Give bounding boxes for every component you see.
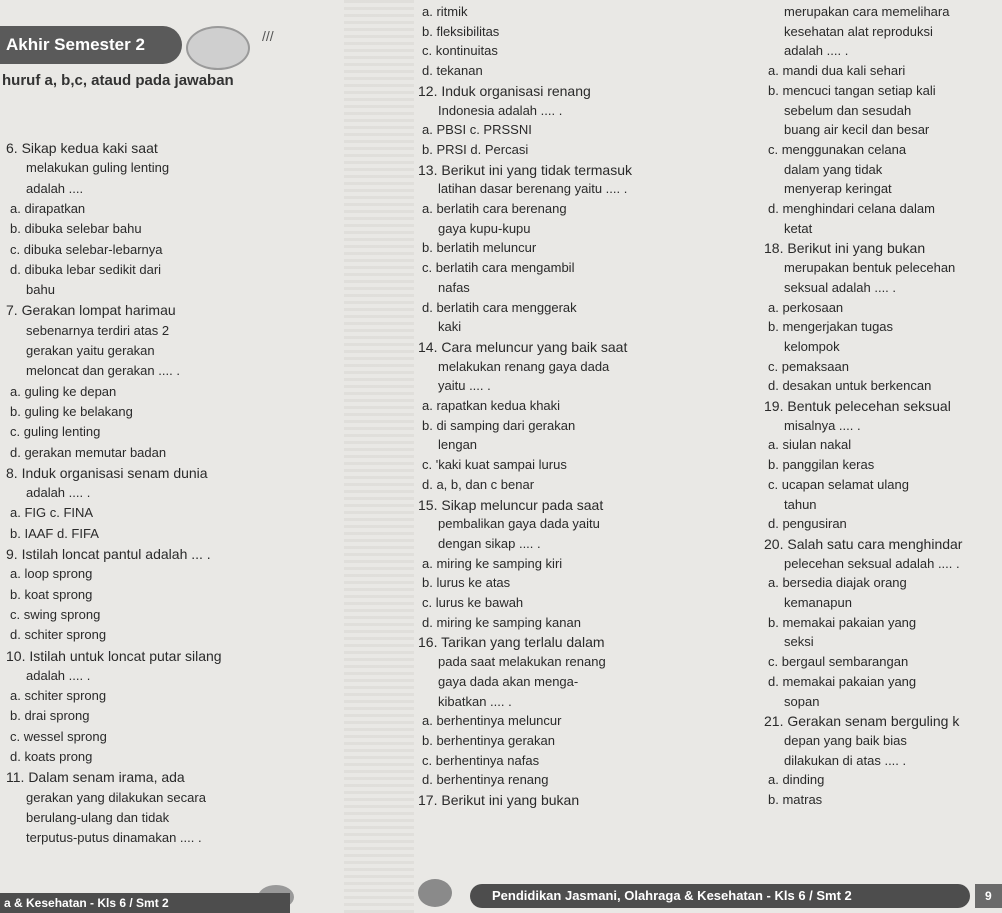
answer-option: c. guling lenting [10,424,101,440]
answer-option: c. pemaksaan [768,358,849,374]
answer-option: c. wessel sprong [10,728,107,744]
text-line: ketat [784,220,813,236]
answer-option: a. perkosaan [768,299,844,315]
question-text: 17. Berikut ini yang bukan [418,792,580,808]
answer-option: c. 'kaki kuat sampai lurus [422,457,567,473]
text-line: dilakukan di atas .... . [784,752,907,768]
answer-option: d. koats prong [10,749,93,764]
question-text: 15. Sikap meluncur pada saat [418,496,604,513]
text-line: lengan [438,437,478,453]
answer-option: d. pengusiran [768,516,847,532]
footer-left-label [0,893,290,913]
footer-left-text: a & Kesehatan - Kls 6 / Smt 2 [4,896,169,910]
banner-title: Akhir Semester 2 [6,35,145,54]
answer-option: d. tekanan [422,63,483,79]
answer-option: d. schiter sprong [10,627,107,643]
text-line: buang air kecil dan besar [784,122,930,138]
text-line: dalam yang tidak [784,161,883,177]
text-line: tahun [784,496,817,512]
text-line: bahu [26,282,55,298]
banner-mark: /// [262,28,274,44]
page-number-text: 9 [985,889,992,903]
question-text: 16. Tarikan yang terlalu dalam [418,634,605,651]
instruction-text: huruf a, b,c, ataud pada jawaban [2,72,234,89]
answer-option: c. lurus ke bawah [422,595,524,610]
text-line: kibatkan .... . [438,693,512,709]
answer-option: d. menghindari celana dalam [768,201,935,216]
answer-option: a. berlatih cara berenang [422,201,567,216]
text-line: melakukan renang gaya dada [438,358,610,374]
answer-option: b. berlatih meluncur [422,240,537,256]
question-text: 13. Berikut ini yang tidak termasuk [418,161,632,178]
answer-option: d. berhentinya renang [422,772,549,788]
text-line: kesehatan alat reproduksi [784,23,933,39]
answer-option: b. drai sprong [10,708,90,724]
answer-option: c. berlatih cara mengambil [422,260,575,276]
question-text: 14. Cara meluncur yang baik saat [418,338,628,355]
answer-option: b. guling ke belakang [10,403,133,419]
question-text: 6. Sikap kedua kaki saat [6,140,158,156]
text-line: seksual adalah .... . [784,279,897,295]
answer-option: a. loop sprong [10,566,93,582]
answer-option: b. fleksibilitas [422,23,500,39]
answer-option: a. rapatkan kedua khaki [422,398,561,413]
answer-option: a. bersedia diajak orang [768,575,907,591]
answer-option: a. miring ke samping kiri [422,555,563,571]
text-line: kemanapun [784,595,852,610]
answer-option: b. dibuka selebar bahu [10,221,142,237]
answer-option: a. ritmik [422,4,468,19]
answer-option: b. matras [768,792,823,807]
answer-option: c. menggunakan celana [768,141,907,157]
answer-option: b. panggilan keras [768,457,875,473]
text-line: merupakan cara memelihara [784,4,950,19]
answer-option: d. desakan untuk berkencan [768,378,932,394]
answer-option: a. dinding [768,772,825,788]
answer-option: a. schiter sprong [10,688,107,704]
question-text: 11. Dalam senam irama, ada [6,769,185,786]
binding-spiral [344,0,414,913]
answer-option: b. berhentinya gerakan [422,732,555,748]
text-line: sopan [784,693,820,709]
text-line: dengan sikap .... . [438,535,541,551]
answer-option: c. bergaul sembarangan [768,654,909,670]
answer-option: d. memakai pakaian yang [768,673,917,689]
answer-option: c. swing sprong [10,606,101,622]
answer-option: a. mandi dua kali sehari [768,63,906,79]
answer-option: d. dibuka lebar sedikit dari [10,261,162,277]
text-line: menyerap keringat [784,181,892,197]
question-text: 19. Bentuk pelecehan seksual [764,398,951,414]
text-line: sebenarnya terdiri atas 2 [26,322,170,338]
text-line: adalah .... . [784,43,849,59]
footer-decoration [418,879,452,907]
text-line: pembalikan gaya dada yaitu [438,516,600,532]
question-text: 10. Istilah untuk loncat putar silang [6,647,222,664]
answer-option: b. memakai pakaian yang [768,614,917,630]
question-text: 18. Berikut ini yang bukan [764,240,926,257]
answer-option: c. kontinuitas [422,43,498,59]
answer-option: c. dibuka selebar-lebarnya [10,241,163,257]
footer-right-label [470,884,970,908]
text-line: yaitu .... . [438,378,491,394]
text-line: meloncat dan gerakan .... . [26,363,180,379]
text-line: gerakan yang dilakukan secara [26,789,206,805]
text-line: adalah .... [26,180,84,196]
text-line: misalnya .... . [784,417,861,433]
answer-option: b. mencuci tangan setiap kali [768,82,936,98]
answer-option: d. gerakan memutar badan [10,444,167,460]
text-line: terputus-putus dinamakan .... . [26,830,202,846]
banner-decoration [186,26,250,70]
text-line: sebelum dan sesudah [784,102,912,118]
answer-option: b. mengerjakan tugas [768,319,894,335]
text-line: merupakan bentuk pelecehan [784,260,956,276]
text-line: pelecehan seksual adalah .... . [784,555,960,571]
answer-option: b. lurus ke atas [422,575,511,591]
text-line: melakukan guling lenting [26,160,170,176]
question-text: 12. Induk organisasi renang [418,82,591,99]
question-text: 7. Gerakan lompat harimau [6,302,176,319]
answer-option: a. dirapatkan [10,200,86,216]
answer-option: a. PBSI c. PRSSNI [422,122,532,138]
text-line: Indonesia adalah .... . [438,102,563,118]
answer-option: c. berhentinya nafas [422,752,540,768]
text-line: gerakan yaitu gerakan [26,343,155,358]
question-text: 9. Istilah loncat pantul adalah ... . [6,546,211,562]
footer-right-text: Pendidikan Jasmani, Olahraga & Kesehatan - Kls 6 / Smt 2 [492,888,852,903]
answer-option: d. a, b, dan c benar [422,476,535,492]
question-text: 21. Gerakan senam berguling k [764,713,960,730]
text-line: latihan dasar berenang yaitu .... . [438,181,628,197]
answer-option: b. PRSI d. Percasi [422,141,529,157]
answer-option: b. koat sprong [10,586,93,602]
answer-option: b. di samping dari gerakan [422,417,576,433]
page-number [975,884,1002,908]
text-line: nafas [438,279,470,295]
text-line: berulang-ulang dan tidak [26,809,170,825]
answer-option: d. berlatih cara menggerak [422,299,577,315]
text-line: kelompok [784,338,840,354]
answer-option: a. berhentinya meluncur [422,713,562,729]
text-line: gaya kupu-kupu [438,220,531,236]
text-line: adalah .... . [26,667,91,683]
answer-option: a. FIG c. FINA [10,505,94,521]
answer-option: b. IAAF d. FIFA [10,525,99,541]
text-line: depan yang baik bias [784,732,907,748]
question-text: 20. Salah satu cara menghindar [764,535,963,552]
text-line: gaya dada akan menga- [438,673,579,689]
answer-option: d. miring ke samping kanan [422,614,581,630]
text-line: seksi [784,634,814,650]
text-line: pada saat melakukan renang [438,654,606,670]
answer-option: a. siulan nakal [768,437,852,453]
text-line: kaki [438,319,462,335]
answer-option: a. guling ke depan [10,383,117,399]
question-text: 8. Induk organisasi senam dunia [6,464,208,481]
answer-option: c. ucapan selamat ulang [768,476,909,492]
text-line: adalah .... . [26,485,91,501]
semester-banner [0,26,182,64]
